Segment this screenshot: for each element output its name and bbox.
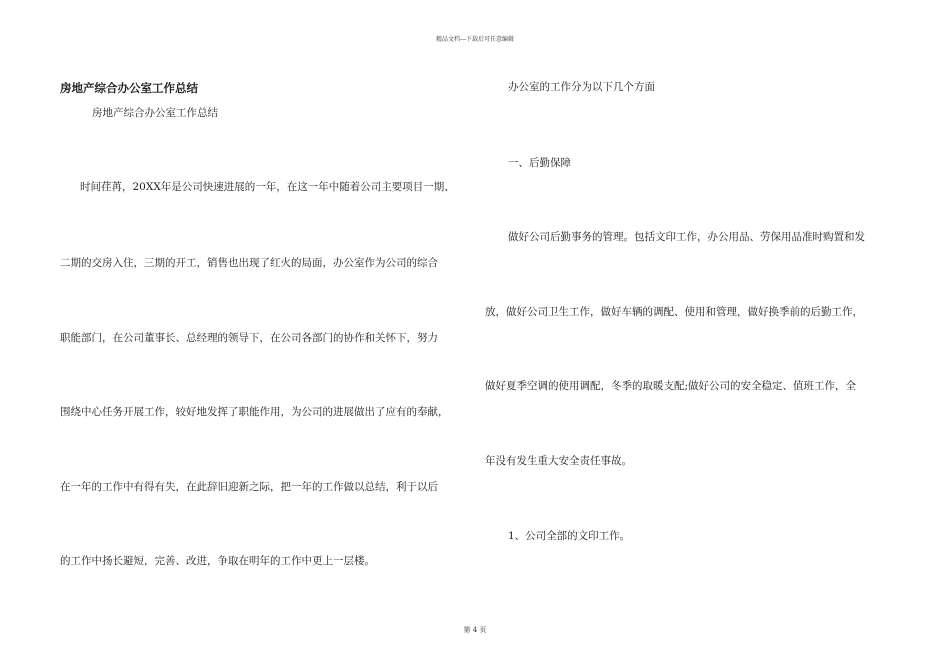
list-item: 1、公司全部的文印工作。 <box>508 530 631 542</box>
paragraph-line: 职能部门，在公司董事长、总经理的领导下，在公司各部门的协作和关怀下，努力 <box>60 332 438 344</box>
paragraph-line: 二期的交房入住，三期的开工，销售也出现了红火的局面，办公室作为公司的综合 <box>60 257 438 269</box>
document-subtitle: 房地产综合办公室工作总结 <box>92 107 218 119</box>
document-title: 房地产综合办公室工作总结 <box>60 81 198 95</box>
paragraph-line: 年没有发生重大安全责任事故。 <box>485 455 632 467</box>
paragraph-line: 的工作中扬长避短，完善、改进，争取在明年的工作中更上一层楼。 <box>60 555 375 567</box>
paragraph-line: 在一年的工作中有得有失，在此辞旧迎新之际，把一年的工作做以总结，利于以后 <box>60 481 438 493</box>
paragraph-line: 放，做好公司卫生工作，做好车辆的调配、使用和管理，做好换季前的后勤工作， <box>485 306 863 318</box>
paragraph-line: 围绕中心任务开展工作，较好地发挥了职能作用，为公司的进展做出了应有的奉献， <box>60 406 449 418</box>
paragraph-line: 做好公司后勤事务的管理。包括文印工作，办公用品、劳保用品准时购置和发 <box>508 231 865 243</box>
paragraph-line: 办公室的工作分为以下几个方面 <box>508 81 655 93</box>
page-header: 精品文档---下载后可任意编辑 <box>435 36 515 43</box>
section-heading: 一、后勤保障 <box>508 157 571 169</box>
paragraph-line: 做好夏季空调的使用调配，冬季的取暖支配;做好公司的安全稳定、值班工作，全 <box>485 380 857 392</box>
paragraph-line: 时间荏苒，20XX年是公司快速进展的一年，在这一年中随着公司主要项目一期、 <box>80 181 455 193</box>
page-number: 第 4 页 <box>463 626 487 634</box>
